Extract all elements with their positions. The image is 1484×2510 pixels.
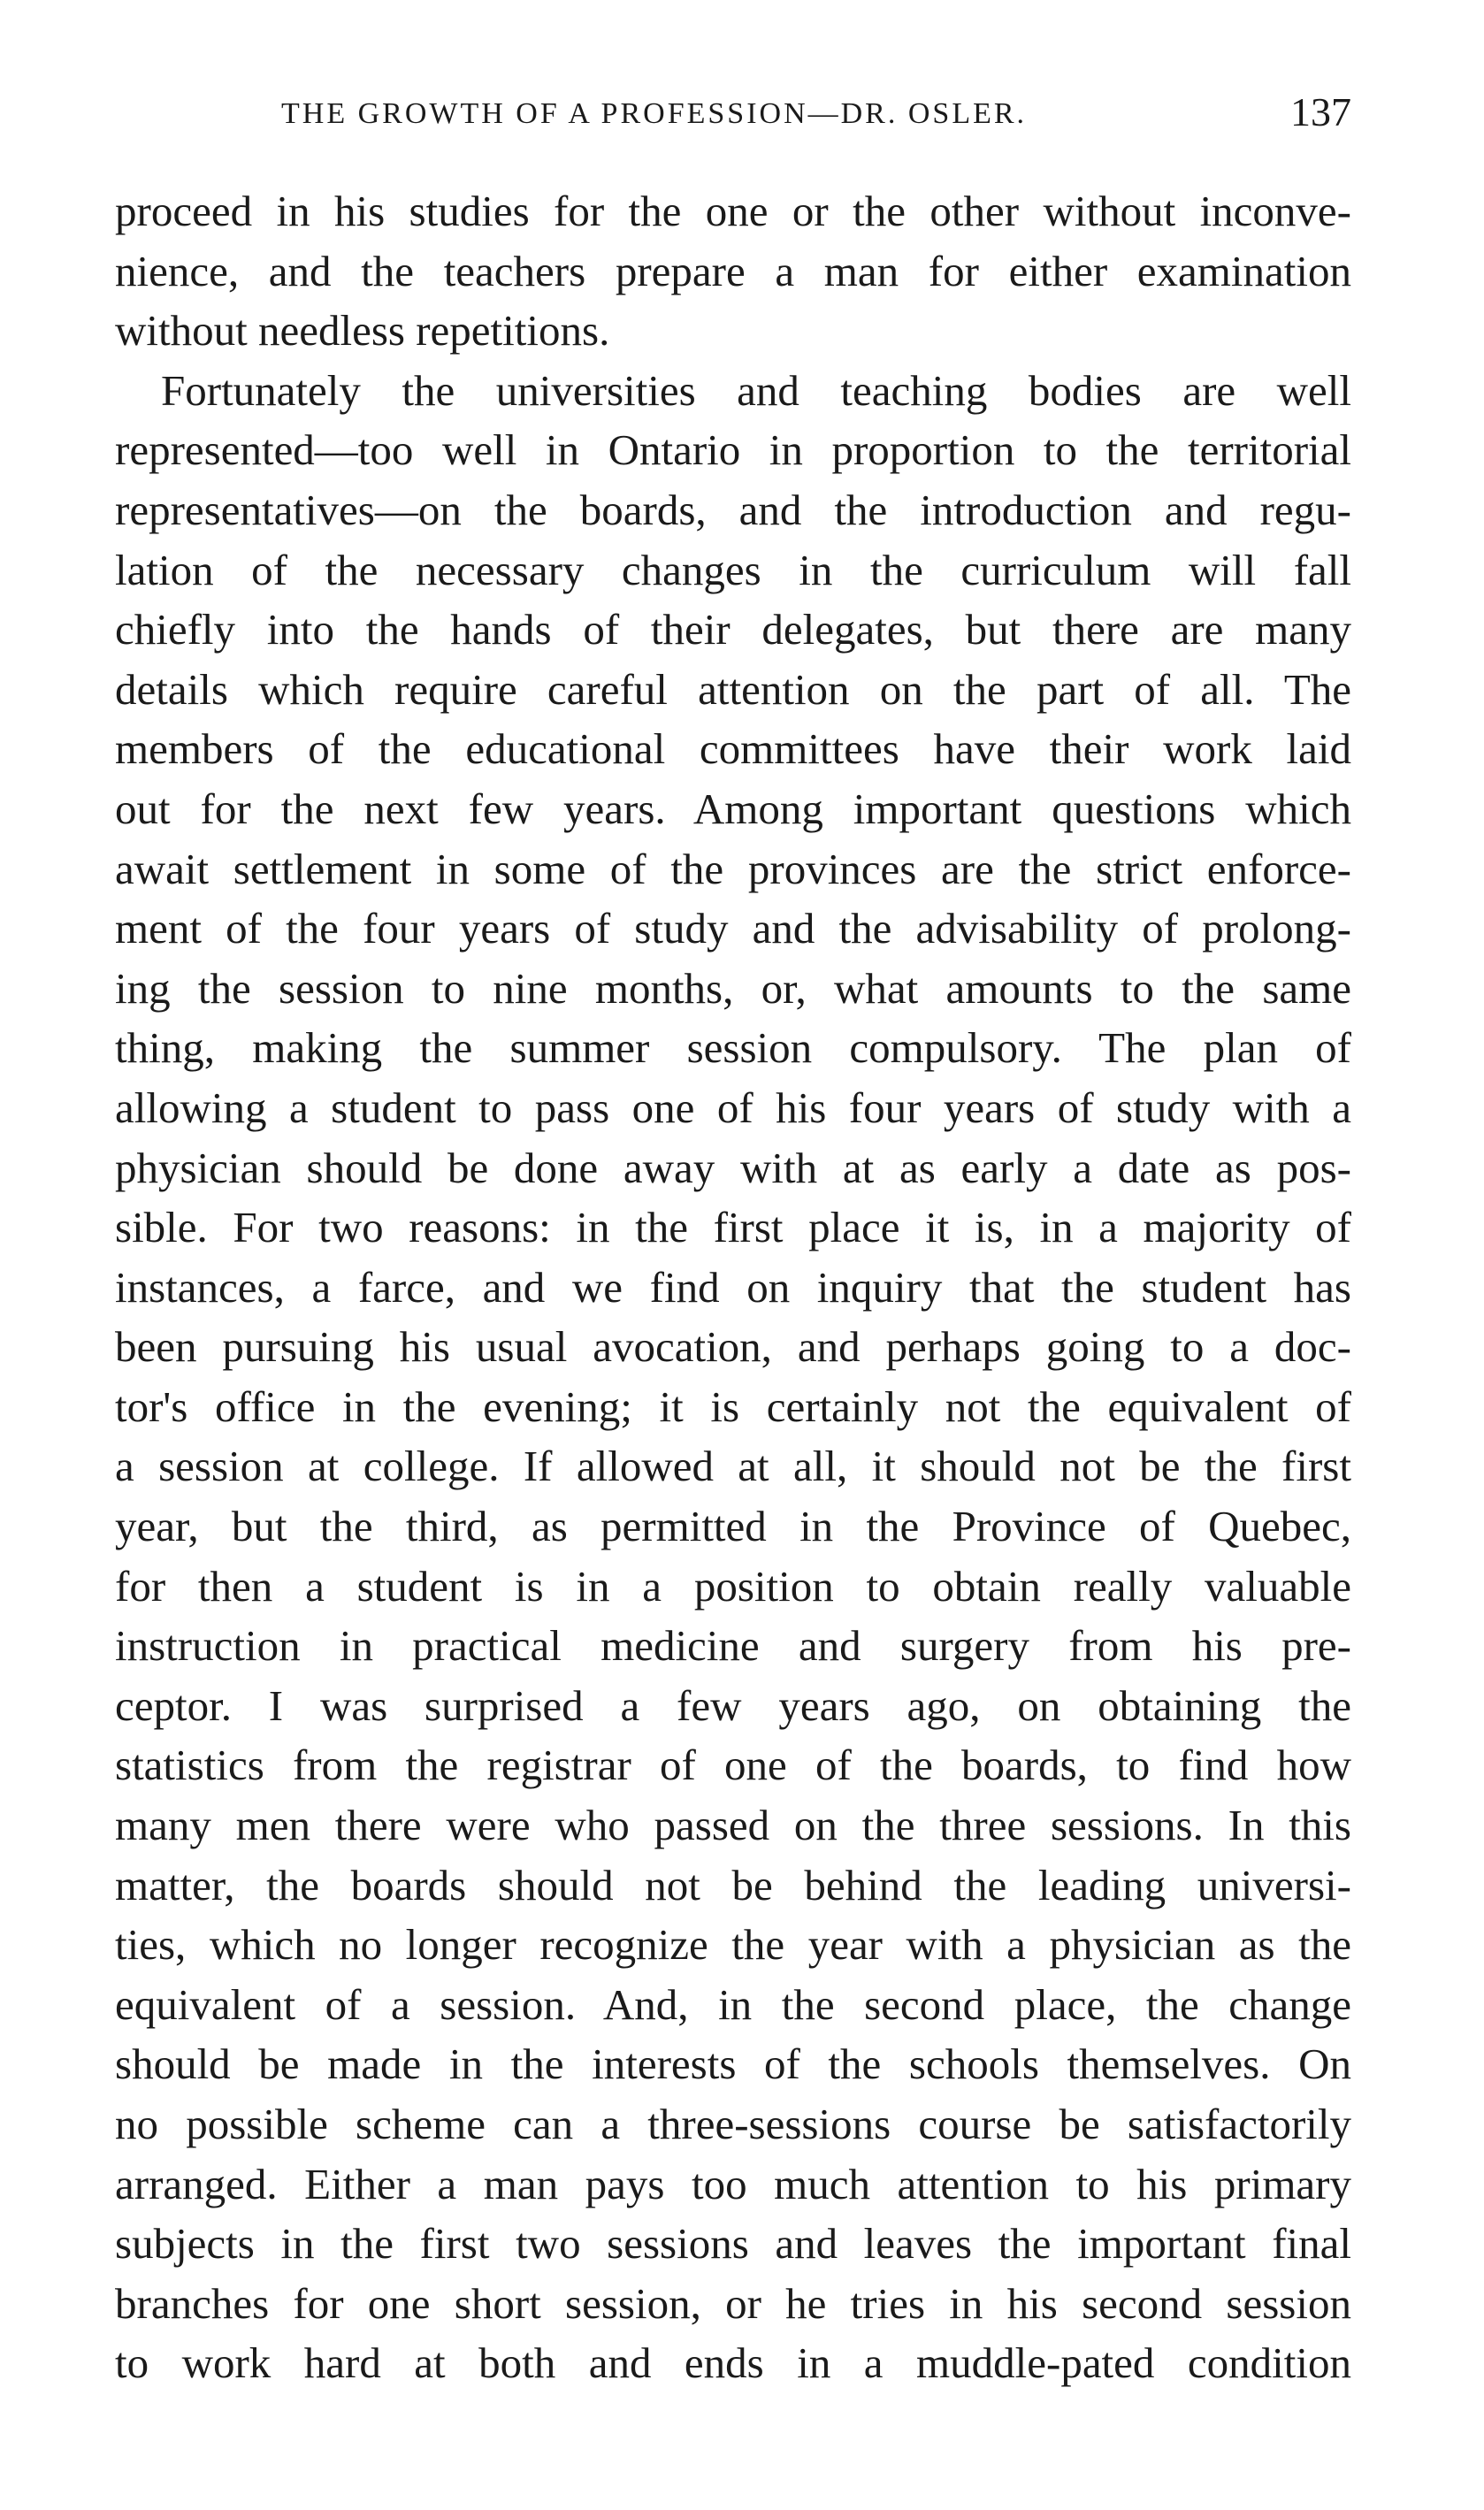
text-line: out for the next few years. Among important questions which [115,784,1351,833]
body-text [115,181,1351,2393]
text-line: Fortunately the universities and teaching bodies are well [161,365,1351,415]
text-line: nience, and the teachers prepare a man for either examination [115,246,1351,295]
text-line: chiefly into the hands of their delegates, but there are many [115,605,1351,654]
text-line: should be made in the interests of the schools themselves. On [115,2039,1351,2089]
text-line: await settlement in some of the provinces are the strict enforce- [115,844,1351,893]
text-line: thing, making the summer session compulsory. The plan of [115,1023,1351,1073]
text-line: equivalent of a session. And, in the second place, the change [115,1979,1351,2029]
text-line: represented—too well in Ontario in proportion to the territorial [115,425,1351,475]
text-line: ing the session to nine months, or, what amounts to the same [115,963,1351,1013]
text-line: subjects in the first two sessions and leaves the important final [115,2219,1351,2269]
text-line: instruction in practical medicine and surgery from his pre- [115,1621,1351,1671]
text-line: sible. For two reasons: in the first place it is, in a majority of [115,1203,1351,1252]
text-line: physician should be done away with at as early a date as pos- [115,1143,1351,1192]
text-line: tor's office in the evening; it is certainly not the equivalent of [115,1381,1351,1431]
text-line: year, but the third, as permitted in the Province of Quebec, [115,1502,1351,1551]
running-title: THE GROWTH OF A PROFESSION—DR. OSLER. [281,97,1028,130]
text-line: no possible scheme can a three-sessions course be satisfactorily [115,2100,1351,2148]
text-line: members of the educational committees have their work laid [115,724,1351,774]
text-line: without needless repetitions. [115,306,610,356]
text-line: branches for one short session, or he tries in his second session [115,2278,1351,2328]
text-line: lation of the necessary changes in the curriculum will fall [115,545,1351,594]
text-line: a session at college. If allowed at all, it should not be the first [115,1442,1351,1491]
text-line: ment of the four years of study and the advisability of prolong- [115,904,1351,953]
text-line: been pursuing his usual avocation, and perhaps going to a doc- [115,1322,1351,1372]
text-line: allowing a student to pass one of his four years of study with a [115,1083,1351,1132]
text-line: arranged. Either a man pays too much attention to his primary [115,2159,1351,2208]
running-head [281,88,1351,142]
text-line: ceptor. I was surprised a few years ago, on obtaining the [115,1680,1351,1730]
text-line: statistics from the registrar of one of the boards, to find how [115,1741,1351,1790]
text-line: instances, a farce, and we find on inquiry that the student has [115,1262,1351,1312]
text-line: many men there were who passed on the three sessions. In this [115,1801,1351,1850]
text-line: to work hard at both and ends in a muddle-pated condition [115,2338,1351,2388]
text-line: details which require careful attention on the part of all. The [115,664,1351,714]
text-line: representatives—on the boards, and the introduction and regu- [115,485,1351,534]
page-number: 137 [1290,89,1351,134]
text-line: ties, which no longer recognize the year with a physician as the [115,1920,1351,1970]
text-line: matter, the boards should not be behind the leading universi- [115,1860,1351,1909]
text-line: for then a student is in a position to obtain really valuable [115,1561,1351,1611]
text-line: proceed in his studies for the one or the other without inconve- [115,187,1351,235]
